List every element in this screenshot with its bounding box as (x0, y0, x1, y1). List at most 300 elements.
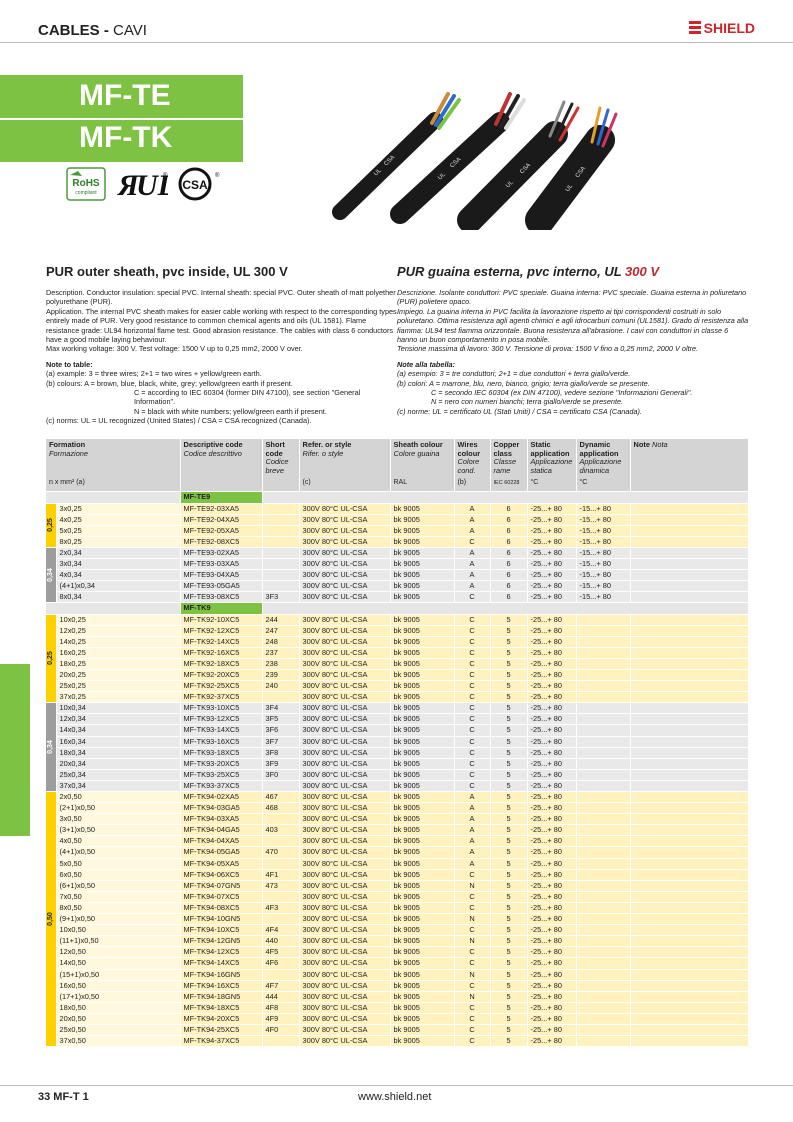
cell-sheath-colour: bk 9005 (390, 736, 454, 747)
cell-copper-class: 6 (490, 525, 527, 536)
cell-sheath-colour: bk 9005 (390, 991, 454, 1002)
cell-copper-class: 5 (490, 936, 527, 947)
svg-text:CSA: CSA (574, 165, 588, 180)
cell-formation: 4x0,34 (56, 570, 180, 581)
cell-wires-colour: A (454, 570, 490, 581)
cell-wires-colour: C (454, 1036, 490, 1047)
csa-logo-icon (178, 167, 220, 201)
unit-refer: (c) (299, 477, 390, 492)
cell-short-code: 3F7 (262, 736, 299, 747)
cell-short-code (262, 559, 299, 570)
cell-formation: 37x0,50 (56, 1036, 180, 1047)
table-row (46, 902, 748, 913)
cell-sheath-colour: bk 9005 (390, 769, 454, 780)
cell-wires-colour: A (454, 858, 490, 869)
cell-refer-style: 300V 80°C UL-CSA (299, 758, 390, 769)
cell-descriptive-code: MF-TK92-20XC5 (180, 669, 262, 680)
cell-dynamic-application (576, 914, 630, 925)
svg-text:CSA: CSA (519, 162, 533, 176)
cell-dynamic-application (576, 669, 630, 680)
cell-copper-class: 6 (490, 503, 527, 514)
cell-copper-class: 5 (490, 1036, 527, 1047)
cell-short-code (262, 969, 299, 980)
cell-note (630, 803, 748, 814)
cell-short-code (262, 1036, 299, 1047)
cell-formation: 8x0,25 (56, 536, 180, 547)
cell-short-code: 4F5 (262, 947, 299, 958)
cell-copper-class: 6 (490, 581, 527, 592)
cell-wires-colour: A (454, 792, 490, 803)
cell-wires-colour: C (454, 592, 490, 603)
cell-short-code (262, 814, 299, 825)
cell-sheath-colour: bk 9005 (390, 592, 454, 603)
cell-wires-colour: A (454, 525, 490, 536)
cell-note (630, 780, 748, 791)
cell-static-application: -25...+ 80 (527, 780, 576, 791)
cell-dynamic-application (576, 703, 630, 714)
note-en-b: (b) colours: A = brown, blue, black, white, grey; yellow/green earth if present. (46, 378, 293, 388)
cell-descriptive-code: MF-TK94-02XA5 (180, 792, 262, 803)
cell-dynamic-application (576, 1036, 630, 1047)
cell-copper-class: 5 (490, 758, 527, 769)
cell-short-code: 3F4 (262, 703, 299, 714)
cell-note (630, 581, 748, 592)
cell-refer-style: 300V 80°C UL-CSA (299, 503, 390, 514)
cell-static-application: -25...+ 80 (527, 514, 576, 525)
heading-it-text: PUR guaina esterna, pvc interno, UL (397, 264, 626, 279)
cell-sheath-colour: bk 9005 (390, 669, 454, 680)
cell-copper-class: 5 (490, 681, 527, 692)
cell-copper-class: 5 (490, 891, 527, 902)
cell-dynamic-application (576, 825, 630, 836)
note-it-b: (b) colori: A = marrone, blu, nero, bianco, grigio; terra giallo/verde se presente. (397, 378, 650, 388)
heading-it (397, 264, 659, 279)
cell-static-application: -25...+ 80 (527, 980, 576, 991)
cell-wires-colour: C (454, 1024, 490, 1035)
notes-title-en: Note to table: (46, 359, 93, 369)
cross-section-label: 0,25 (46, 518, 54, 533)
cell-dynamic-application: -15...+ 80 (576, 559, 630, 570)
cell-formation: 12x0,50 (56, 947, 180, 958)
cell-sheath-colour: bk 9005 (390, 803, 454, 814)
col-copper-class: Copper class Classe rame (490, 439, 527, 477)
cell-formation: 25x0,34 (56, 769, 180, 780)
table-row (46, 570, 748, 581)
table-row (46, 747, 748, 758)
note-en-a: (a) example: 3 = three wires; 2+1 = two wires + yellow/green earth. (46, 369, 262, 379)
cell-note (630, 725, 748, 736)
cell-refer-style: 300V 80°C UL-CSA (299, 1036, 390, 1047)
cell-sheath-colour: bk 9005 (390, 925, 454, 936)
table-row (46, 936, 748, 947)
col-refer-style: Refer. or style Rifer. o style (299, 439, 390, 477)
table-header-row (46, 439, 748, 477)
cell-dynamic-application (576, 769, 630, 780)
cell-dynamic-application (576, 1002, 630, 1013)
cell-note (630, 681, 748, 692)
cell-copper-class: 5 (490, 1013, 527, 1024)
cross-section-label: 0,50 (46, 912, 54, 926)
cell-short-code: 4F7 (262, 980, 299, 991)
cell-static-application: -25...+ 80 (527, 825, 576, 836)
cell-note (630, 714, 748, 725)
cell-static-application: -25...+ 80 (527, 814, 576, 825)
heading-it-voltage: 300 V (625, 264, 660, 279)
cell-sheath-colour: bk 9005 (390, 980, 454, 991)
cell-descriptive-code: MF-TK93-14XC5 (180, 725, 262, 736)
cell-sheath-colour: bk 9005 (390, 614, 454, 625)
brand-name: SHIELD (703, 20, 755, 36)
cell-descriptive-code: MF-TK94-14XC5 (180, 958, 262, 969)
cell-note (630, 525, 748, 536)
cell-descriptive-code: MF-TK94-03XA5 (180, 814, 262, 825)
cell-sheath-colour: bk 9005 (390, 547, 454, 558)
cell-refer-style: 300V 80°C UL-CSA (299, 880, 390, 891)
cell-short-code: 3F8 (262, 747, 299, 758)
table-row (46, 969, 748, 980)
cell-dynamic-application: -15...+ 80 (576, 536, 630, 547)
cell-sheath-colour: bk 9005 (390, 880, 454, 891)
cell-refer-style: 300V 80°C UL-CSA (299, 925, 390, 936)
shield-logo-icon (689, 21, 701, 35)
cell-short-code: 244 (262, 614, 299, 625)
cell-wires-colour: C (454, 725, 490, 736)
cell-descriptive-code: MF-TK92-25XC5 (180, 681, 262, 692)
para-it-voltage: Tensione massima di lavoro: 300 V. Tensione di prova: 1500 V fino a 0,25 mm2, 2000 V oltre. (397, 344, 699, 354)
cell-sheath-colour: bk 9005 (390, 636, 454, 647)
cell-note (630, 636, 748, 647)
cell-formation: 12x0,25 (56, 625, 180, 636)
cell-static-application: -25...+ 80 (527, 647, 576, 658)
cell-refer-style: 300V 80°C UL-CSA (299, 625, 390, 636)
table-row (46, 592, 748, 603)
note-it-norms: (c) norme: UL = certificato UL (Stati Uniti) / CSA = certificato CSA (Canada). (397, 406, 642, 416)
cell-refer-style: 300V 80°C UL-CSA (299, 1013, 390, 1024)
table-row (46, 869, 748, 880)
series-name: MF-TE9 (180, 492, 262, 503)
cell-dynamic-application (576, 792, 630, 803)
table-row (46, 1024, 748, 1035)
col-note: Note Nota (630, 439, 748, 477)
cell-descriptive-code: MF-TE92-05XA5 (180, 525, 262, 536)
product-name-tk: MF-TK (79, 121, 173, 154)
cell-short-code (262, 780, 299, 791)
cell-descriptive-code: MF-TK94-16GN5 (180, 969, 262, 980)
cell-dynamic-application (576, 625, 630, 636)
cell-short-code: 473 (262, 880, 299, 891)
cell-short-code (262, 692, 299, 703)
table-row (46, 925, 748, 936)
cell-note (630, 536, 748, 547)
cell-dynamic-application (576, 969, 630, 980)
cell-copper-class: 5 (490, 880, 527, 891)
cell-descriptive-code: MF-TK94-08XC5 (180, 902, 262, 913)
cell-descriptive-code: MF-TK92-18XC5 (180, 658, 262, 669)
cell-copper-class: 5 (490, 925, 527, 936)
section-title-en: CABLES (38, 22, 100, 39)
cell-formation: 18x0,25 (56, 658, 180, 669)
cell-static-application: -25...+ 80 (527, 669, 576, 680)
cell-descriptive-code: MF-TK94-25XC5 (180, 1024, 262, 1035)
svg-text:CSA: CSA (449, 156, 463, 170)
cell-formation: 6x0,50 (56, 869, 180, 880)
cell-sheath-colour: bk 9005 (390, 1002, 454, 1013)
cell-static-application: -25...+ 80 (527, 725, 576, 736)
cell-static-application: -25...+ 80 (527, 503, 576, 514)
cell-dynamic-application (576, 747, 630, 758)
cell-dynamic-application: -15...+ 80 (576, 592, 630, 603)
cell-descriptive-code: MF-TE93-05GA5 (180, 581, 262, 592)
table-row (46, 559, 748, 570)
cell-wires-colour: C (454, 703, 490, 714)
cell-wires-colour: C (454, 636, 490, 647)
svg-text:CSA: CSA (182, 178, 208, 192)
cell-formation: 3x0,34 (56, 559, 180, 570)
cell-wires-colour: A (454, 503, 490, 514)
table-row (46, 792, 748, 803)
cell-wires-colour: C (454, 669, 490, 680)
table-row (46, 625, 748, 636)
cell-descriptive-code: MF-TK93-12XC5 (180, 714, 262, 725)
cell-sheath-colour: bk 9005 (390, 858, 454, 869)
cell-dynamic-application (576, 636, 630, 647)
cell-descriptive-code: MF-TE92-08XC5 (180, 536, 262, 547)
note-it-n: N = nero con numeri bianchi; terra giallo/verde se presente. (431, 397, 624, 407)
cell-static-application: -25...+ 80 (527, 581, 576, 592)
section-band (46, 703, 56, 792)
heading-en: PUR outer sheath, pvc inside, UL 300 V (46, 264, 288, 279)
cell-dynamic-application (576, 858, 630, 869)
cell-descriptive-code: MF-TK93-18XC5 (180, 747, 262, 758)
cell-note (630, 969, 748, 980)
cell-wires-colour: C (454, 1013, 490, 1024)
cell-descriptive-code: MF-TK94-06XC5 (180, 869, 262, 880)
table-row (46, 1002, 748, 1013)
cell-sheath-colour: bk 9005 (390, 681, 454, 692)
cell-formation: 20x0,50 (56, 1013, 180, 1024)
cell-copper-class: 6 (490, 536, 527, 547)
cell-descriptive-code: MF-TK94-37XC5 (180, 1036, 262, 1047)
cell-formation: 14x0,50 (56, 958, 180, 969)
cell-sheath-colour: bk 9005 (390, 703, 454, 714)
cell-copper-class: 5 (490, 991, 527, 1002)
cell-short-code: 3F3 (262, 592, 299, 603)
cell-refer-style: 300V 80°C UL-CSA (299, 714, 390, 725)
cell-static-application: -25...+ 80 (527, 847, 576, 858)
cell-static-application: -25...+ 80 (527, 947, 576, 958)
series-row (46, 603, 748, 614)
cell-short-code: 467 (262, 792, 299, 803)
cell-dynamic-application: -15...+ 80 (576, 547, 630, 558)
cell-dynamic-application (576, 814, 630, 825)
cell-formation: 16x0,50 (56, 980, 180, 991)
cell-formation: (6+1)x0,50 (56, 880, 180, 891)
col-formation: Formation Formazione (46, 439, 180, 477)
section-band (46, 503, 56, 547)
col-dynamic-application: Dynamic application Applicazione dinamica (576, 439, 630, 477)
cell-refer-style: 300V 80°C UL-CSA (299, 980, 390, 991)
para-en-app: Application. The internal PVC sheath makes for easier cable working with respect to the corresponding types entirely made of PUR. Very good resistance to common chemical agents and oils (UL 1581). Flame resistance grade: UL94 horizontal flame test. Good abrasion resistance. The cables with class 6 conductors have a good mobile laying behaviour. (46, 306, 397, 345)
table-row (46, 647, 748, 658)
cell-note (630, 925, 748, 936)
cell-descriptive-code: MF-TE93-03XA5 (180, 559, 262, 570)
table-row (46, 669, 748, 680)
cell-formation: 10x0,34 (56, 703, 180, 714)
cell-static-application: -25...+ 80 (527, 736, 576, 747)
para-en-voltage: Max working voltage: 300 V. Test voltage: 1500 V up to 0,25 mm2, 2000 V over. (46, 344, 303, 354)
cell-copper-class: 5 (490, 714, 527, 725)
cell-refer-style: 300V 80°C UL-CSA (299, 858, 390, 869)
cell-short-code: 237 (262, 647, 299, 658)
table-row (46, 847, 748, 858)
cell-static-application: -25...+ 80 (527, 547, 576, 558)
cell-formation: (11+1)x0,50 (56, 936, 180, 947)
cell-dynamic-application: -15...+ 80 (576, 581, 630, 592)
cell-wires-colour: N (454, 914, 490, 925)
cell-dynamic-application (576, 614, 630, 625)
cell-note (630, 736, 748, 747)
cell-note (630, 592, 748, 603)
cell-formation: 10x0,50 (56, 925, 180, 936)
cell-formation: (4+1)x0,50 (56, 847, 180, 858)
cell-descriptive-code: MF-TK93-20XC5 (180, 758, 262, 769)
cell-wires-colour: C (454, 758, 490, 769)
cell-static-application: -25...+ 80 (527, 925, 576, 936)
series-spacer (46, 492, 180, 503)
cell-refer-style: 300V 80°C UL-CSA (299, 681, 390, 692)
cell-sheath-colour: bk 9005 (390, 1024, 454, 1035)
cell-descriptive-code: MF-TK94-04XA5 (180, 836, 262, 847)
cell-formation: (17+1)x0,50 (56, 991, 180, 1002)
cell-wires-colour: C (454, 980, 490, 991)
cell-static-application: -25...+ 80 (527, 559, 576, 570)
table-row (46, 1036, 748, 1047)
cell-descriptive-code: MF-TK94-12XC5 (180, 947, 262, 958)
cell-formation: 10x0,25 (56, 614, 180, 625)
svg-text:RoHS: RoHS (72, 178, 100, 189)
cell-note (630, 1036, 748, 1047)
cell-formation: (3+1)x0,50 (56, 825, 180, 836)
cell-dynamic-application: -15...+ 80 (576, 514, 630, 525)
cell-short-code: 240 (262, 681, 299, 692)
product-name-te: MF-TE (79, 79, 171, 112)
table-body (46, 492, 748, 1047)
header-divider (0, 42, 793, 43)
cell-copper-class: 5 (490, 1024, 527, 1035)
cell-wires-colour: A (454, 847, 490, 858)
cell-refer-style: 300V 80°C UL-CSA (299, 747, 390, 758)
cell-note (630, 891, 748, 902)
table-row (46, 714, 748, 725)
cell-sheath-colour: bk 9005 (390, 836, 454, 847)
cell-sheath-colour: bk 9005 (390, 647, 454, 658)
cell-note (630, 514, 748, 525)
cell-static-application: -25...+ 80 (527, 703, 576, 714)
table-row (46, 814, 748, 825)
unit-copper: IEC 60228 (490, 477, 527, 492)
cell-dynamic-application (576, 658, 630, 669)
cell-copper-class: 5 (490, 636, 527, 647)
cell-formation: 5x0,25 (56, 525, 180, 536)
table-row (46, 636, 748, 647)
description-en (46, 288, 398, 426)
cell-formation: 37x0,25 (56, 692, 180, 703)
cell-dynamic-application (576, 902, 630, 913)
cell-static-application: -25...+ 80 (527, 914, 576, 925)
description-it (397, 288, 749, 416)
cell-wires-colour: C (454, 658, 490, 669)
cross-section-label: 0,25 (46, 651, 54, 666)
cell-short-code: 4F8 (262, 1002, 299, 1013)
cell-sheath-colour: bk 9005 (390, 581, 454, 592)
cell-static-application: -25...+ 80 (527, 747, 576, 758)
cell-formation: 18x0,50 (56, 1002, 180, 1013)
cell-static-application: -25...+ 80 (527, 525, 576, 536)
cell-sheath-colour: bk 9005 (390, 1013, 454, 1024)
cell-copper-class: 5 (490, 825, 527, 836)
cell-formation: 5x0,50 (56, 858, 180, 869)
cell-static-application: -25...+ 80 (527, 769, 576, 780)
para-it-desc: Descrizione. Isolante conduttori: PVC speciale. Guaina interna: PVC speciale. Guaina esterna in poliuretano (PUR) poliet​ere opaco. (397, 288, 747, 307)
table-row (46, 514, 748, 525)
cell-descriptive-code: MF-TK94-04GA5 (180, 825, 262, 836)
series-spacer (46, 603, 180, 614)
cell-wires-colour: C (454, 536, 490, 547)
cell-descriptive-code: MF-TK94-07XC5 (180, 891, 262, 902)
cell-static-application: -25...+ 80 (527, 592, 576, 603)
cell-descriptive-code: MF-TK94-16XC5 (180, 980, 262, 991)
website-link[interactable]: www.shield.net (358, 1091, 432, 1103)
cell-sheath-colour: bk 9005 (390, 692, 454, 703)
table-row (46, 658, 748, 669)
cell-sheath-colour: bk 9005 (390, 947, 454, 958)
table-row (46, 958, 748, 969)
cell-wires-colour: C (454, 714, 490, 725)
cell-short-code: 4F0 (262, 1024, 299, 1035)
cell-static-application: -25...+ 80 (527, 681, 576, 692)
cell-refer-style: 300V 80°C UL-CSA (299, 1002, 390, 1013)
cell-static-application: -25...+ 80 (527, 936, 576, 947)
cell-formation: 18x0,34 (56, 747, 180, 758)
cell-refer-style: 300V 80°C UL-CSA (299, 869, 390, 880)
cell-dynamic-application (576, 681, 630, 692)
cell-short-code (262, 514, 299, 525)
cell-sheath-colour: bk 9005 (390, 525, 454, 536)
cell-wires-colour: C (454, 780, 490, 791)
cell-copper-class: 6 (490, 570, 527, 581)
cell-refer-style: 300V 80°C UL-CSA (299, 1024, 390, 1035)
cell-sheath-colour: bk 9005 (390, 503, 454, 514)
cell-wires-colour: C (454, 925, 490, 936)
cell-short-code (262, 836, 299, 847)
cell-note (630, 570, 748, 581)
col-sheath-colour: Sheath colour Colore guaina (390, 439, 454, 477)
cell-formation: (15+1)x0,50 (56, 969, 180, 980)
cell-note (630, 658, 748, 669)
cell-sheath-colour: bk 9005 (390, 936, 454, 947)
cell-refer-style: 300V 80°C UL-CSA (299, 581, 390, 592)
cell-refer-style: 300V 80°C UL-CSA (299, 991, 390, 1002)
cell-sheath-colour: bk 9005 (390, 559, 454, 570)
cell-static-application: -25...+ 80 (527, 625, 576, 636)
cell-wires-colour: A (454, 581, 490, 592)
cell-copper-class: 5 (490, 669, 527, 680)
cell-note (630, 758, 748, 769)
cell-static-application: -25...+ 80 (527, 614, 576, 625)
cell-short-code: 3F5 (262, 714, 299, 725)
cell-wires-colour: C (454, 947, 490, 958)
table-row (46, 547, 748, 558)
